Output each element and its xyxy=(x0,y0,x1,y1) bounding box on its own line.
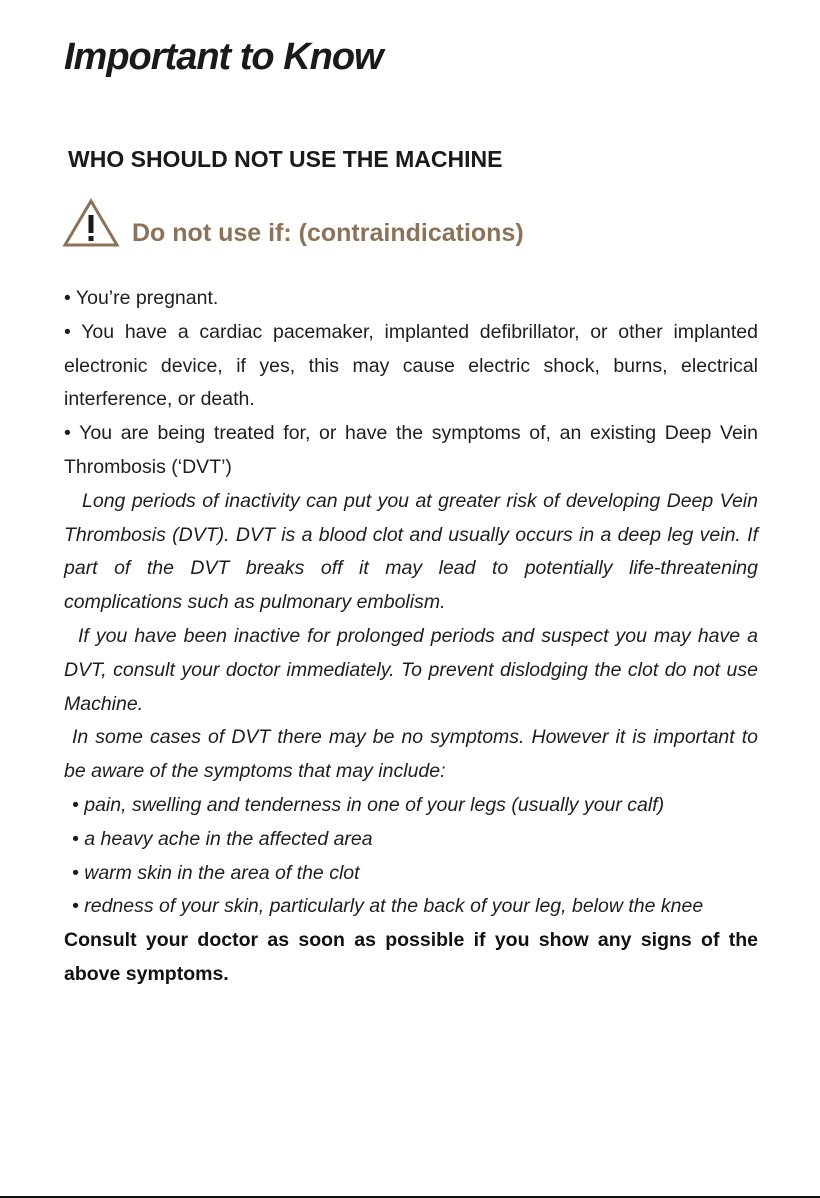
dvt-risk-paragraph: Long periods of inactivity can put you at greater risk of developing Deep Vein Thrombosis (DVT). DVT is a blood clot and usually occurs in a deep leg vein. If part of the DVT breaks off it may lead to potentially life-threatening complications such as pulmonary embolism. xyxy=(64,489,758,614)
contraindications-header xyxy=(62,198,524,248)
contraindication-item: • You’re pregnant. xyxy=(64,287,219,309)
contraindications-label: Do not use if: (contraindications) xyxy=(132,219,524,247)
contraindication-item: • You have a cardiac pacemaker, implanted defibrillator, or other implanted electronic device, if yes, this may cause electric shock, burns, electrical interference, or death. xyxy=(64,320,758,411)
closing-note: Consult your doctor as soon as possible if you show any signs of the above symptoms. xyxy=(64,929,758,985)
dvt-symptoms-intro: In some cases of DVT there may be no symptoms. However it is important to be aware of the symptoms that may include: xyxy=(64,726,758,783)
contraindication-item: • You are being treated for, or have the symptoms of, an existing Deep Vein Thrombosis (‘DVT’) xyxy=(64,422,758,478)
symptom-item: • redness of your skin, particularly at the back of your leg, below the knee xyxy=(72,895,704,918)
page-title: Important to Know xyxy=(64,36,383,78)
section-heading: WHO SHOULD NOT USE THE MACHINE xyxy=(68,146,503,172)
warning-triangle-icon xyxy=(62,198,120,248)
contraindications-content xyxy=(64,282,758,992)
symptom-item: • pain, swelling and tenderness in one of your legs (usually your calf) xyxy=(72,793,665,816)
symptom-item: • warm skin in the area of the clot xyxy=(72,861,360,884)
symptom-item: • a heavy ache in the affected area xyxy=(72,827,373,850)
dvt-consult-paragraph: If you have been inactive for prolonged periods and suspect you may have a DVT, consult your doctor immediately. To prevent dislodging the clot do not use Machine. xyxy=(64,624,758,715)
